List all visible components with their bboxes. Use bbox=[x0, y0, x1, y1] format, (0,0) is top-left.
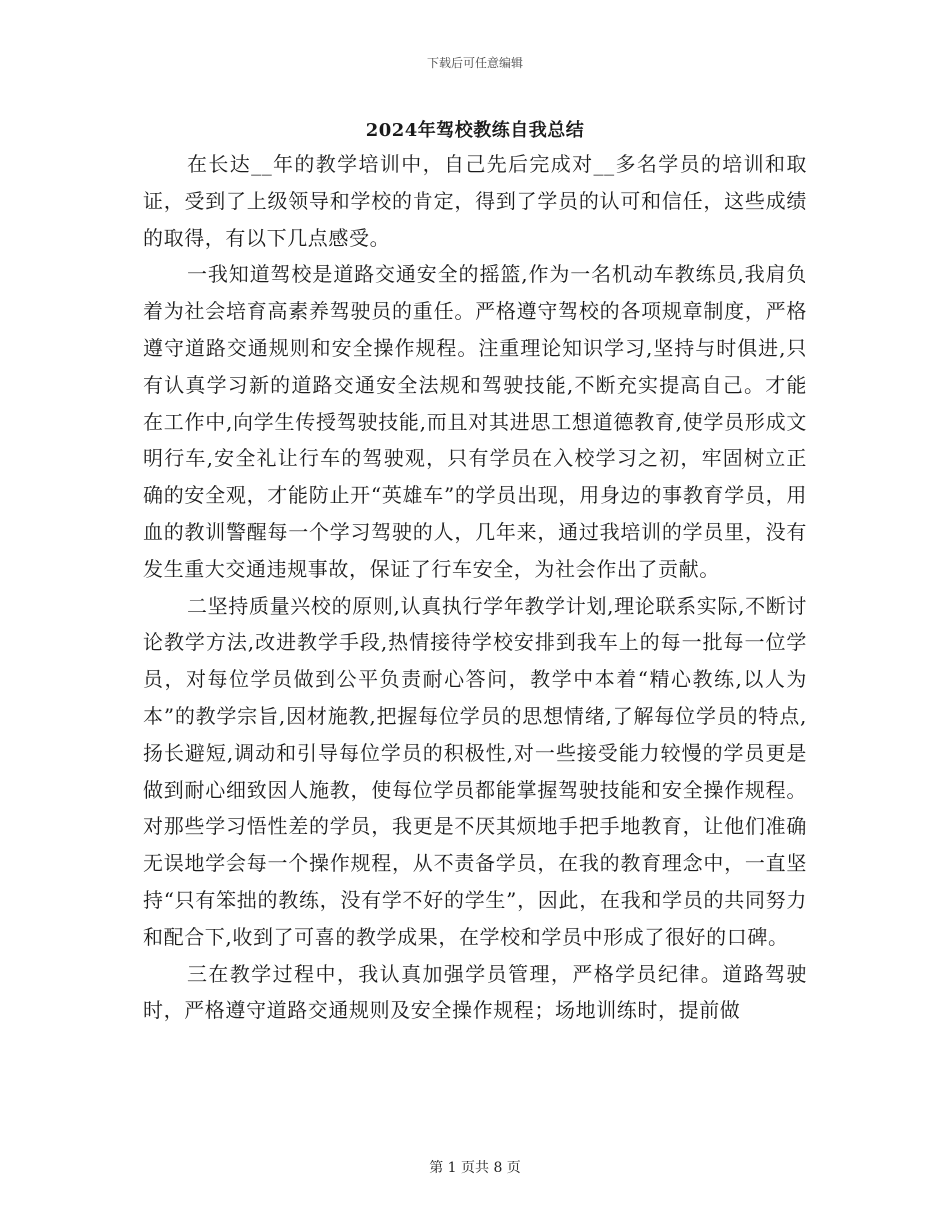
paragraph-section-one: 一我知道驾校是道路交通安全的摇篮,作为一名机动车教练员,我肩负着为社会培育高素养驾驶员的重任。严格遵守驾校的各项规章制度，严格遵守道路交通规则和安全操作规程。注重理论知识学习,坚持与时俱进,只有认真学习新的道路交通安全法规和驾驶技能,不断充实提高自己。才能在工作中,向学生传授驾驶技能,而且对其进思工想道德教育,使学员形成文明行车,安全礼让行车的驾驶观，只有学员在入校学习之初，牢固树立正确的安全观，才能防止开“英雄车”的学员出现，用身边的事教育学员，用血的教训警醒每一个学习驾驶的人，几年来，通过我培训的学员里，没有发生重大交通违规事故，保证了行车安全，为社会作出了贡献。 bbox=[143, 262, 807, 581]
page-number: 第 1 页共 8 页 bbox=[429, 1160, 521, 1176]
page-header-note: 下载后可任意编辑 bbox=[426, 56, 523, 70]
paragraph-section-three: 三在教学过程中，我认真加强学员管理，严格学员纪律。道路驾驶时，严格遵守道路交通规则及安全操作规程；场地训练时，提前做 bbox=[143, 961, 807, 1023]
document-body bbox=[143, 146, 807, 1029]
paragraph-intro: 在长达__年的教学培训中，自己先后完成对__多名学员的培训和取证，受到了上级领导和学校的肯定，得到了学员的认可和信任，这些成绩的取得，有以下几点感受。 bbox=[143, 152, 807, 250]
document-title: 2024年驾校教练自我总结 bbox=[365, 120, 585, 141]
paragraph-section-two: 二坚持质量兴校的原则,认真执行学年教学计划,理论联系实际,不断讨论教学方法,改进教学手段,热情接待学校安排到我车上的每一批每一位学员，对每位学员做到公平负责耐心答问，教学中本着“精心教练,以人为本”的教学宗旨,因材施教,把握每位学员的思想情绪,了解每位学员的特点,扬长避短,调动和引导每位学员的积极性,对一些接受能力较慢的学员更是做到耐心细致因人施教，使每位学员都能掌握驾驶技能和安全操作规程。对那些学习悟性差的学员，我更是不厌其烦地手把手地教育，让他们准确无误地学会每一个操作规程，从不责备学员，在我的教育理念中，一直坚持“只有笨拙的教练，没有学不好的学生”，因此，在我和学员的共同努力和配合下,收到了可喜的教学成果，在学校和学员中形成了很好的口碑。 bbox=[143, 593, 807, 949]
